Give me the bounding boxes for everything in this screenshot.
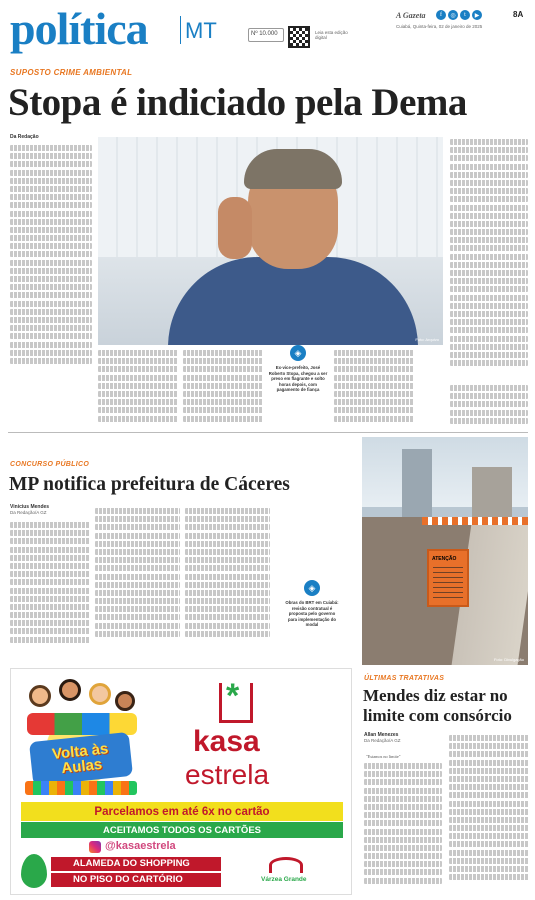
photo-building bbox=[402, 449, 432, 519]
article1-column-4 bbox=[334, 350, 414, 425]
instagram-row[interactable] bbox=[89, 841, 289, 855]
edition-badge: Nº 10.000 bbox=[248, 28, 284, 42]
article1-column-3 bbox=[183, 350, 263, 425]
article3-column-1 bbox=[364, 763, 442, 895]
article2-byline: Vinicius Mendes bbox=[10, 504, 50, 510]
partner-logo bbox=[247, 857, 333, 891]
partner-emblem bbox=[269, 857, 303, 873]
brand-name: A Gazeta bbox=[396, 11, 426, 20]
partner-name: Várzea Grande bbox=[261, 876, 307, 883]
kid-head bbox=[29, 685, 51, 707]
address-line-1: ALAMEDA DO SHOPPING bbox=[73, 858, 190, 869]
article1-caption: Ex-vice-prefeito, José Roberto Stopa, chegou a ser preso em flagrante e solto horas depois, com pagamento de fiança bbox=[268, 365, 328, 393]
article3-byline: Allan Menezes bbox=[364, 732, 399, 738]
volta-aulas-title: Volta às Aulas bbox=[51, 740, 110, 778]
article2-caption-block bbox=[284, 580, 340, 675]
brand-estrela: estrela bbox=[185, 759, 270, 790]
kid-head bbox=[59, 679, 81, 701]
state-label: MT bbox=[185, 18, 217, 43]
person-body bbox=[168, 257, 418, 345]
facebook-icon[interactable]: f bbox=[436, 10, 446, 20]
qr-label: Leia esta edição digital bbox=[315, 30, 348, 40]
advertisement[interactable] bbox=[10, 668, 352, 895]
person-hair bbox=[244, 149, 342, 189]
instagram-icon[interactable]: ◎ bbox=[448, 10, 458, 20]
volta-aulas-banner bbox=[29, 732, 133, 786]
cards-banner bbox=[21, 822, 343, 838]
article3-byline-sub: Da Redação/A GZ bbox=[364, 738, 401, 743]
article3-column-2 bbox=[449, 735, 529, 895]
article2-column-1 bbox=[10, 522, 90, 652]
article2-headline: MP notifica prefeitura de Cáceres bbox=[9, 474, 290, 495]
photo-building bbox=[472, 467, 512, 522]
section-divider bbox=[180, 16, 181, 44]
kasa-estrela-logo bbox=[163, 677, 343, 793]
star-icon: * bbox=[219, 683, 253, 723]
address-block bbox=[51, 857, 221, 889]
article1-column-right bbox=[450, 139, 528, 379]
camera-icon: ◈ bbox=[304, 580, 320, 596]
article3-photo-credit: Foto: Divulgação bbox=[493, 657, 524, 662]
section-divider-1 bbox=[8, 432, 528, 433]
article3-headline: Mendes diz estar no limite com consórcio bbox=[363, 686, 512, 725]
kid-head bbox=[115, 691, 135, 711]
article1-column-2 bbox=[98, 350, 178, 425]
masthead bbox=[8, 3, 528, 56]
cards-text: ACEITAMOS TODOS OS CARTÕES bbox=[103, 824, 261, 836]
offer-banner bbox=[21, 802, 343, 821]
twitter-icon[interactable]: t bbox=[460, 10, 470, 20]
article2-kicker: CONCURSO PÚBLICO bbox=[10, 461, 90, 468]
article2-caption: Obras do BRT em Cuiabá: revisão contratual é proposta pelo governo para implementação do modal bbox=[285, 600, 339, 628]
page-number: 8A bbox=[513, 10, 524, 19]
social-icons bbox=[436, 10, 488, 20]
person-hand bbox=[218, 197, 252, 259]
warning-sign-lines bbox=[433, 567, 463, 601]
warning-sign-text: ATENÇÃO bbox=[432, 556, 457, 562]
youtube-icon[interactable]: ▶ bbox=[472, 10, 482, 20]
article1-column-5 bbox=[450, 385, 528, 430]
article3-first-line: "Estamos no limite" bbox=[366, 754, 401, 759]
school-supplies bbox=[25, 781, 137, 795]
article1-photo-credit: Foto: Arquivo bbox=[415, 337, 439, 342]
article1-headline: Stopa é indiciado pela Dema bbox=[8, 81, 467, 124]
article1-byline: Da Redação bbox=[10, 134, 39, 140]
kids-illustration bbox=[17, 675, 145, 800]
article1-photo bbox=[98, 137, 443, 345]
article2-column-3 bbox=[185, 508, 270, 648]
qr-code[interactable] bbox=[288, 26, 310, 48]
article1-caption-block bbox=[268, 345, 328, 425]
article3-kicker: ÚLTIMAS TRATATIVAS bbox=[364, 675, 445, 682]
article2-byline-sub: Da Redação/A GZ bbox=[10, 510, 47, 515]
instagram-handle: @kasaestrela bbox=[105, 840, 176, 852]
article3-photo bbox=[362, 437, 528, 665]
date-line: Cuiabá, Quinta-feira, 02 de janeiro de 2025 bbox=[396, 24, 483, 29]
location-pin-icon bbox=[21, 854, 47, 888]
brand-kasa: kasa bbox=[193, 725, 260, 758]
offer-text: Parcelamos em até 6x no cartão bbox=[94, 805, 270, 818]
article1-kicker: SUPOSTO CRIME AMBIENTAL bbox=[10, 68, 133, 77]
warning-sign bbox=[427, 549, 469, 607]
photo-barriers bbox=[422, 517, 528, 525]
instagram-icon bbox=[89, 841, 101, 853]
address-line-2: NO PISO DO CARTÓRIO bbox=[73, 874, 183, 885]
article2-column-2 bbox=[95, 508, 180, 648]
section-title: política bbox=[10, 3, 148, 54]
article1-column-1 bbox=[10, 145, 92, 380]
camera-icon: ◈ bbox=[290, 345, 306, 361]
kid-head bbox=[89, 683, 111, 705]
